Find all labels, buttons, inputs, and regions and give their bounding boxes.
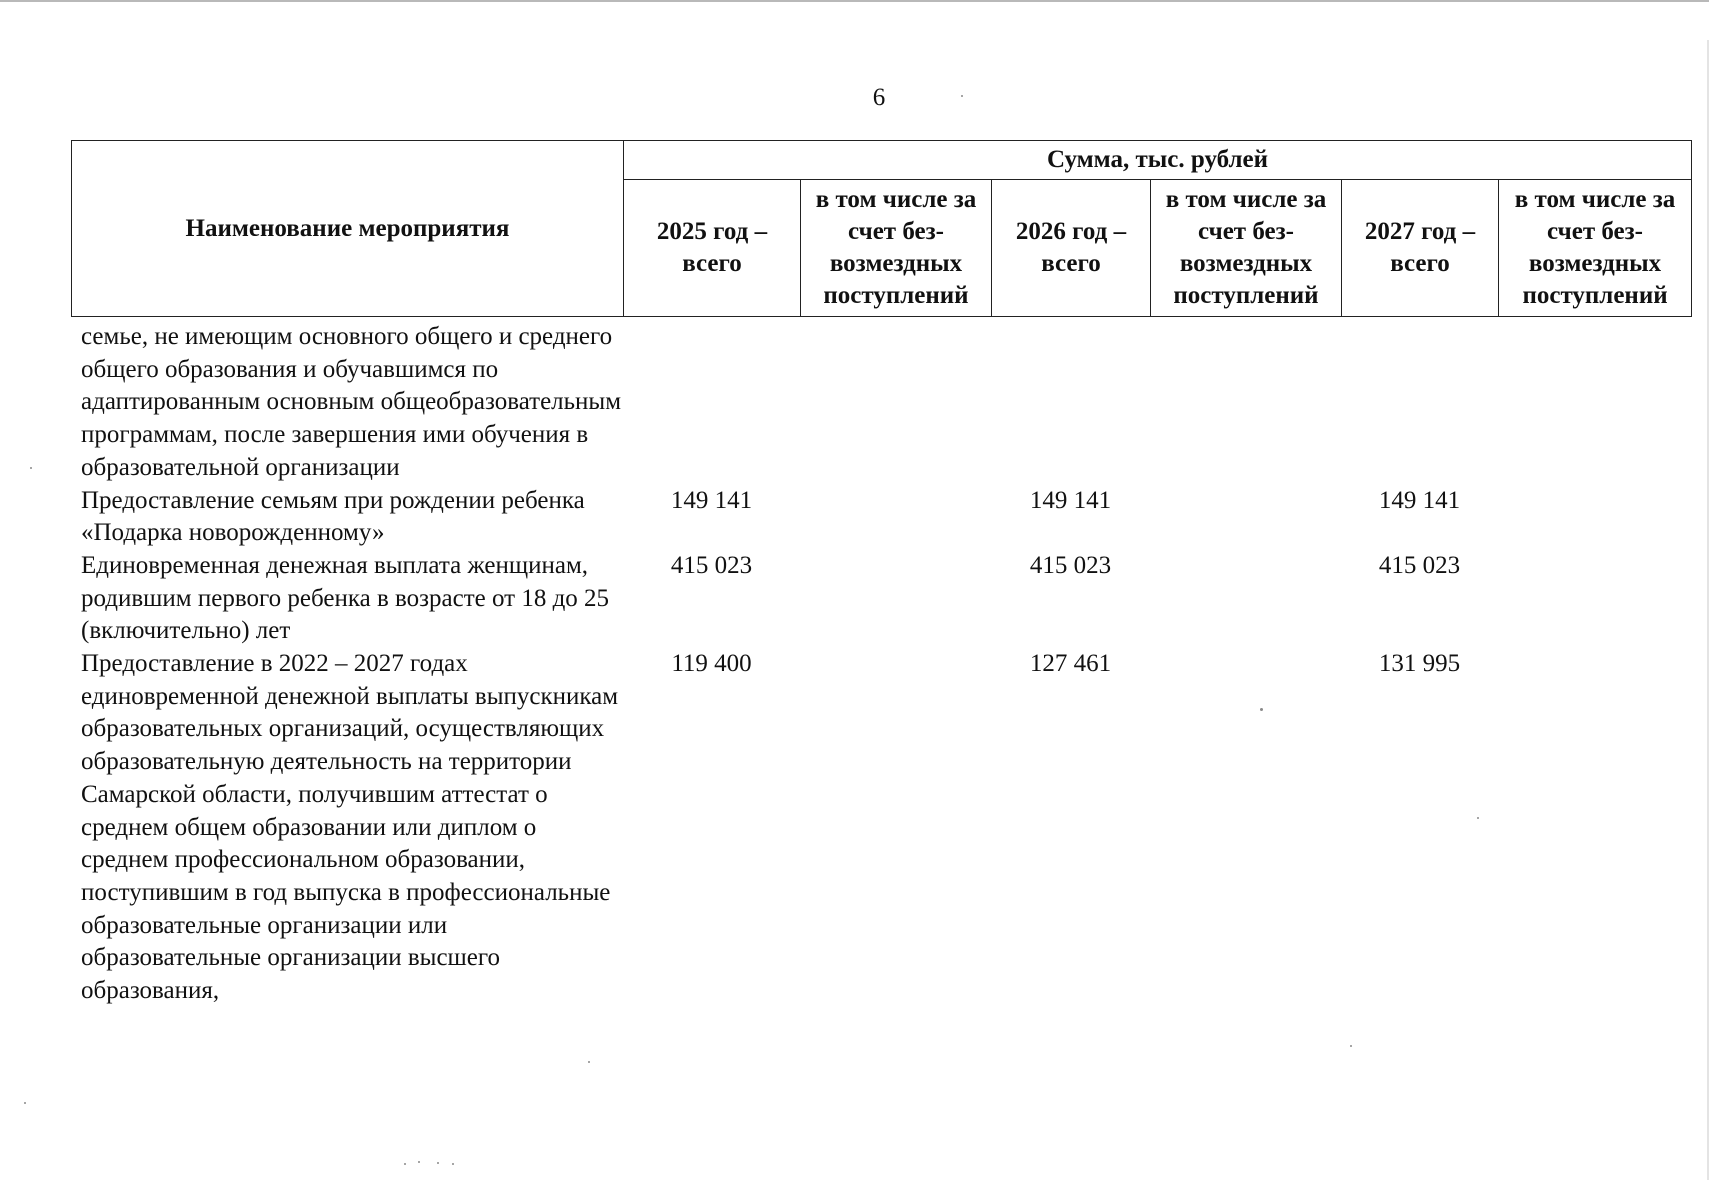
- scan-speck: [1260, 708, 1263, 711]
- scan-speck: [404, 1163, 406, 1165]
- row-2027-gratuitous: [1498, 550, 1691, 648]
- row-2025-gratuitous: [800, 550, 991, 648]
- row-2027-total: 415 023: [1378, 551, 1461, 579]
- row-2027-total: 131 995: [1378, 650, 1461, 678]
- row-2026-total: 127 461: [1029, 650, 1112, 678]
- row-2027-gratuitous: [1498, 485, 1691, 550]
- header-2025-gratuitous: в том числе за счет без-возмездных поступлений: [801, 180, 992, 317]
- row-2025-gratuitous: [800, 485, 991, 550]
- scan-speck: [437, 1162, 439, 1164]
- page-number: 6: [872, 84, 886, 111]
- table-header: [71, 140, 1692, 317]
- row-2025-total: 415 023: [670, 551, 753, 579]
- row-2027-total: 149 141: [1378, 486, 1461, 514]
- table-row: [71, 550, 1691, 648]
- row-2026-total: 149 141: [1029, 486, 1112, 514]
- row-2026-gratuitous: [1150, 485, 1341, 550]
- row-2026-gratuitous: [1150, 550, 1341, 648]
- row-2027-gratuitous: [1498, 321, 1691, 485]
- row-2025-total: [623, 321, 800, 485]
- row-2025-gratuitous: [800, 648, 991, 1008]
- header-2027-total: 2027 год – всего: [1342, 180, 1499, 317]
- row-2027-gratuitous: [1498, 648, 1691, 1008]
- scan-speck: [588, 1061, 590, 1063]
- header-2027-gratuitous: в том числе за счет без-возмездных поступлений: [1499, 180, 1692, 317]
- row-event-name: Единовременная денежная выплата женщинам, родившим первого ребенка в возрасте от 18 до 25 (включительно) лет: [81, 551, 610, 645]
- row-event-name: Предоставление семьям при рождении ребенка «Подарка новорожденному»: [81, 486, 585, 547]
- row-2026-gratuitous: [1150, 321, 1341, 485]
- scan-speck: [961, 95, 963, 97]
- row-event-name: Предоставление в 2022 – 2027 годах единовременной денежной выплаты выпускникам образовательных организаций, осуществляющих образовательную деятельность на территории Самарской области, получившим аттестат о среднем общем образовании или диплом о среднем профессиональном образовании, поступившим в год выпуска в профессиональные образовательные организации или образовательные организации высшего образования,: [81, 650, 619, 1005]
- row-2027-total: [1341, 321, 1498, 485]
- table-row: [71, 321, 1691, 485]
- row-2025-gratuitous: [800, 321, 991, 485]
- scan-edge-top: [0, 0, 1709, 2]
- scan-speck: [30, 467, 32, 469]
- row-event-name: семье, не имеющим основного общего и среднего общего образования и обучавшимся по адаптированным основным общеобразовательным программам, после завершения ими обучения в образовательной организации: [81, 323, 622, 481]
- scan-speck: [1477, 817, 1479, 819]
- header-2025-total: 2025 год – всего: [624, 180, 801, 317]
- scan-speck: [24, 1102, 26, 1104]
- scan-speck: [1350, 1045, 1352, 1047]
- row-2026-total: 415 023: [1029, 551, 1112, 579]
- header-2026-gratuitous: в том числе за счет без-возмездных поступлений: [1151, 180, 1342, 317]
- row-2025-total: 119 400: [671, 650, 752, 678]
- row-2026-total: [991, 321, 1150, 485]
- row-2026-gratuitous: [1150, 648, 1341, 1008]
- budget-table: [71, 140, 1691, 1008]
- scan-speck: [418, 1161, 420, 1163]
- row-2025-total: 149 141: [670, 486, 753, 514]
- scan-speck: [452, 1163, 454, 1165]
- table-body: [71, 321, 1691, 1008]
- header-2026-total: 2026 год – всего: [992, 180, 1151, 317]
- table-row: [71, 648, 1691, 1008]
- table-row: [71, 485, 1691, 550]
- header-event-name: Наименование мероприятия: [72, 141, 624, 317]
- header-sum-group: Сумма, тыс. рублей: [624, 141, 1692, 180]
